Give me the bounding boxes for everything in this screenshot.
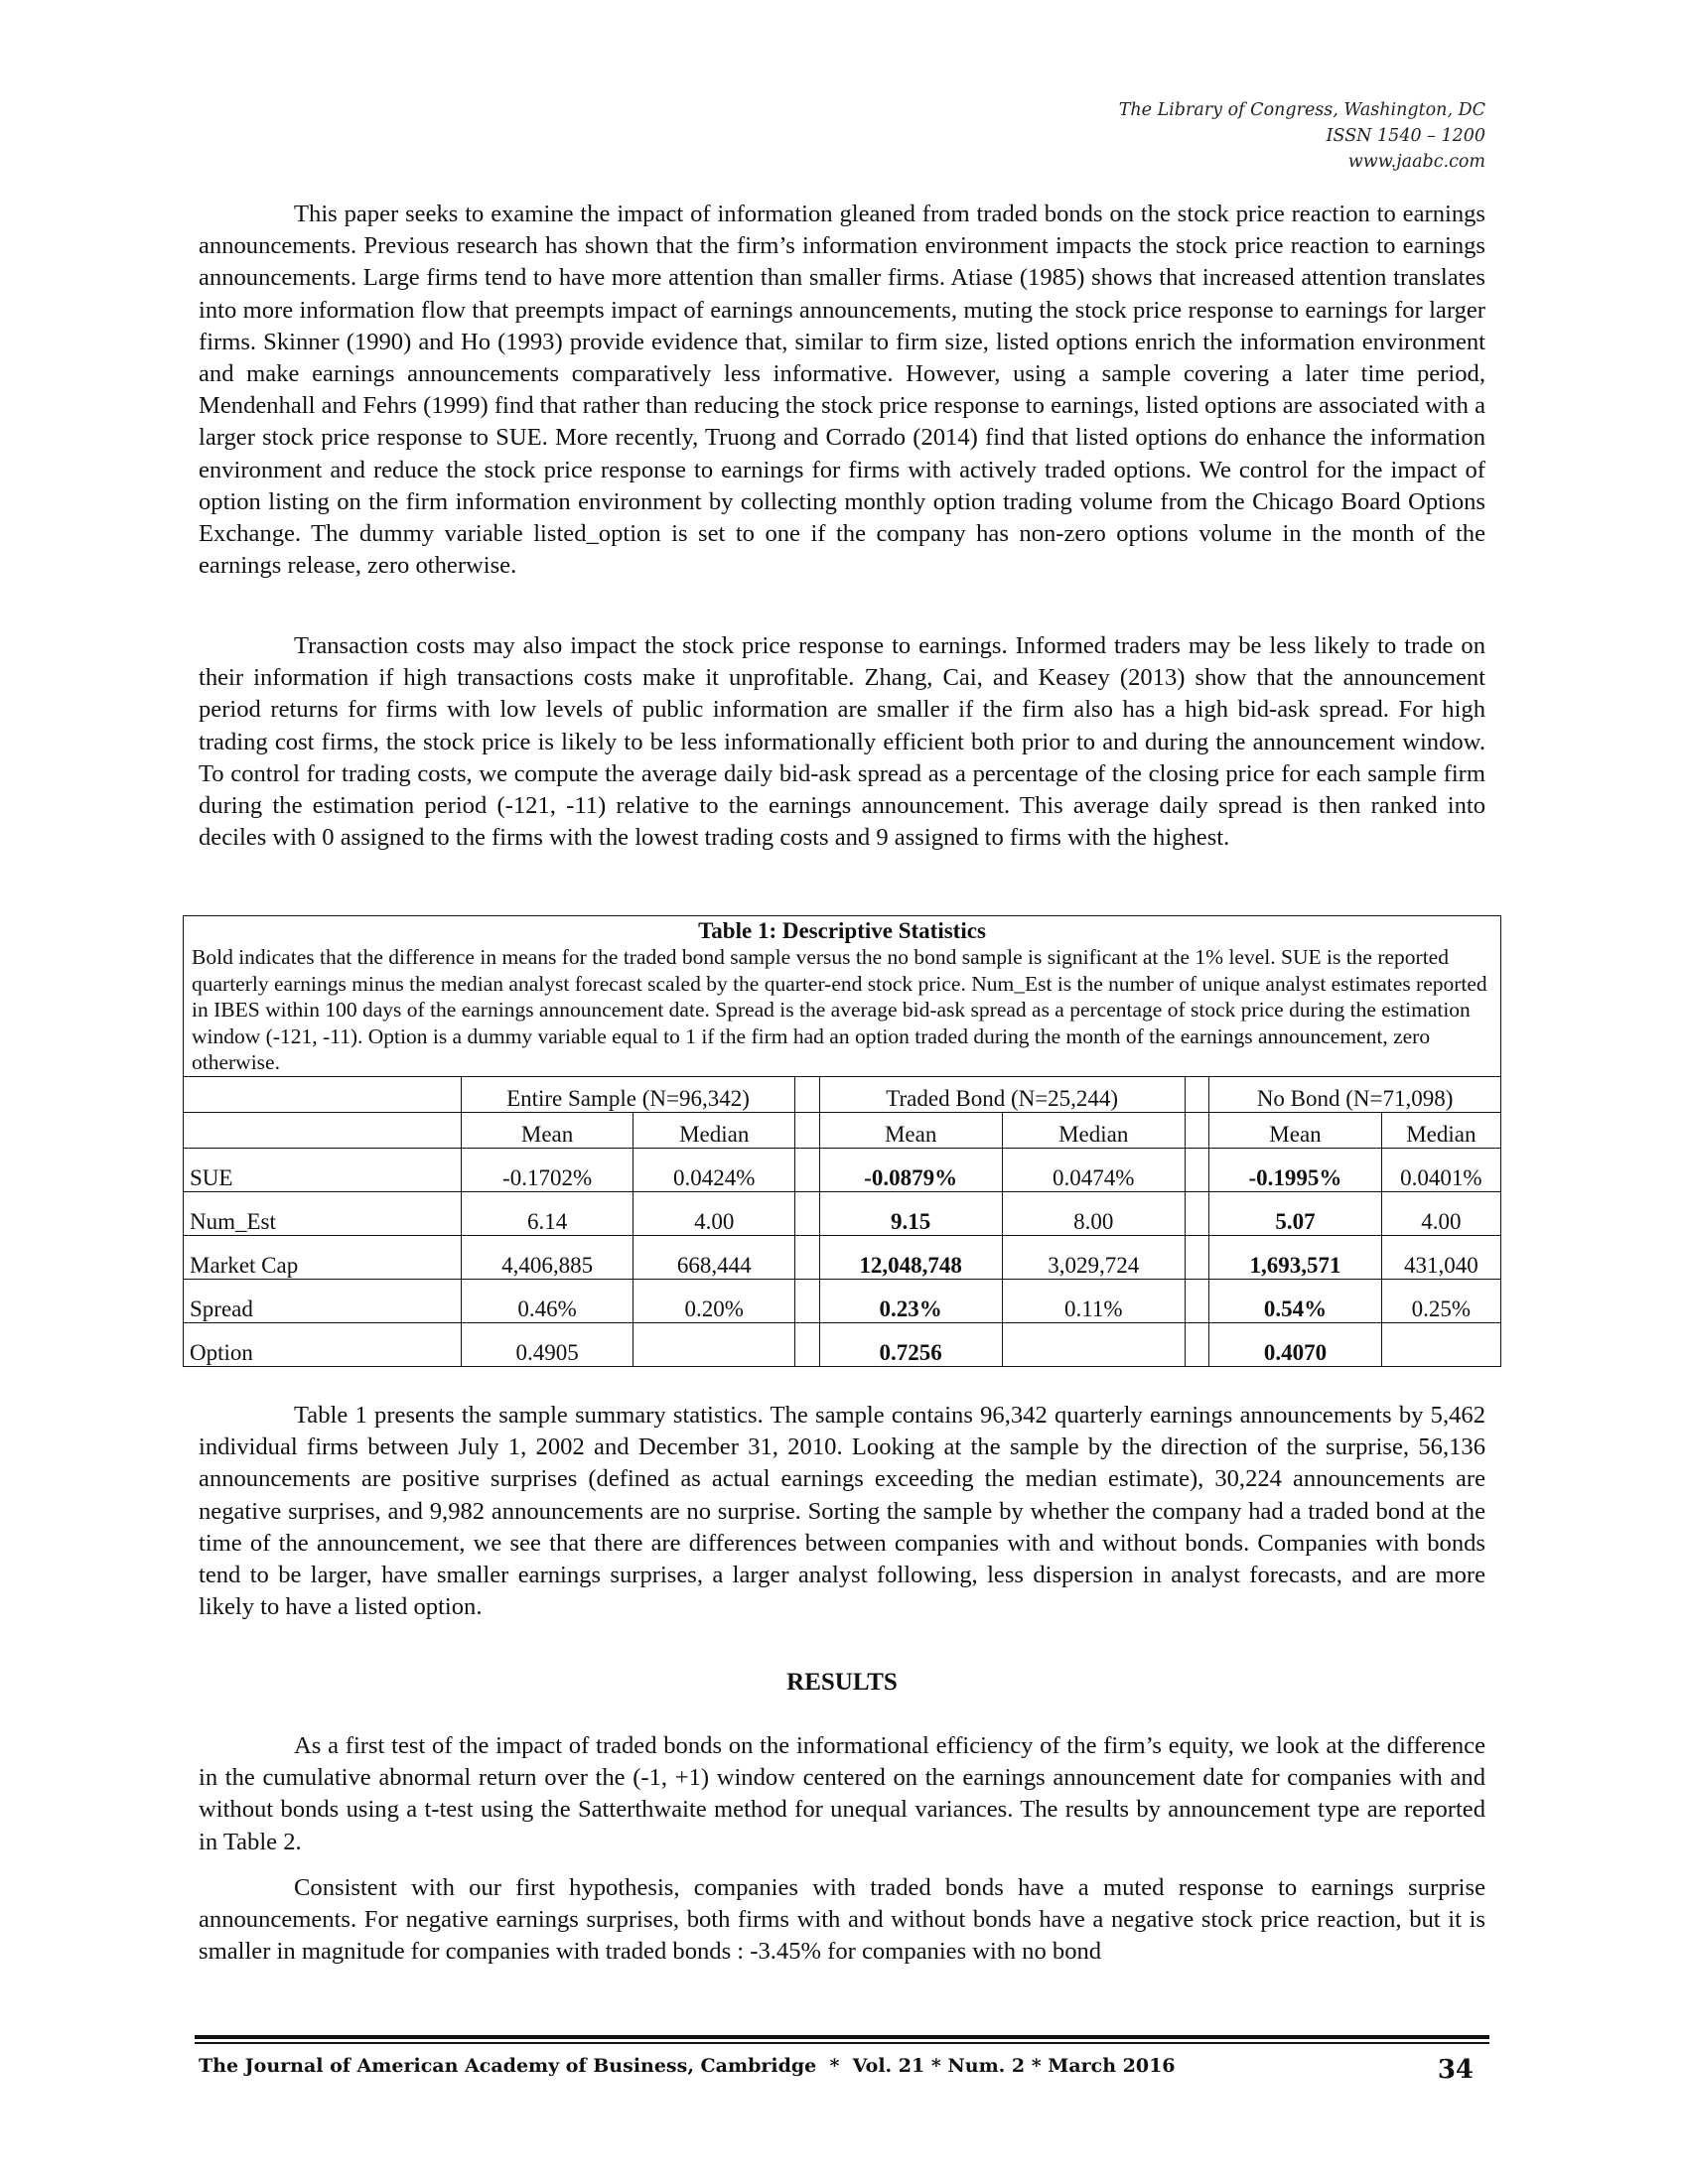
row-label: Spread	[184, 1279, 462, 1322]
body-paragraph: Consistent with our first hypothesis, companies with traded bonds have a muted response to earnings surprise announcements. For negative earnings surprises, both firms with and without bonds have a negative stock price reaction, but it is smaller in magnitude for companies with traded bonds : -3.45% for companies with no bond	[199, 1874, 1485, 1966]
subheader-cell: Median	[1002, 1112, 1185, 1148]
table-cell: -0.1995%	[1209, 1148, 1381, 1191]
table-cell	[1002, 1322, 1185, 1366]
table-cell: 4.00	[1381, 1191, 1500, 1235]
table-cell: 8.00	[1002, 1191, 1185, 1235]
running-header	[1119, 97, 1485, 175]
table-cell: 431,040	[1381, 1235, 1500, 1279]
table-cell: 4.00	[633, 1191, 795, 1235]
table-group-header-row	[184, 1076, 1501, 1112]
table-cell: 0.0474%	[1002, 1148, 1185, 1191]
table-cell: 0.23%	[819, 1279, 1002, 1322]
table-subheader-row	[184, 1112, 1501, 1148]
row-label: Option	[184, 1322, 462, 1366]
body-paragraph: As a first test of the impact of traded bonds on the informational efficiency of the firm’s equity, we look at the difference in the cumulative abnormal return over the (-1, +1) window centered on the earnings announcement date for companies with and without bonds using a t-test using the Satterthwaite method for unequal variances. The results by announcement type are reported in Table 2.	[199, 1732, 1485, 1855]
table-caption-row	[184, 916, 1501, 1077]
table-cell: 4,406,885	[461, 1235, 633, 1279]
table-cell: 9.15	[819, 1191, 1002, 1235]
page-footer	[199, 2055, 1479, 2085]
table-cell: 0.54%	[1209, 1279, 1381, 1322]
subheader-cell: Median	[633, 1112, 795, 1148]
header-line-website: www.jaabc.com	[1347, 152, 1485, 172]
body-paragraph: This paper seeks to examine the impact of information gleaned from traded bonds on the stock price reaction to earnings announcements. Previous research has shown that the firm’s information environment impacts the stock price reaction to earnings announcements. Large firms tend to have more attention than smaller firms. Atiase (1985) shows that increased attention translates into more information flow that preempts impact of earnings announcements, muting the stock price response to earnings for larger firms. Skinner (1990) and Ho (1993) provide evidence that, similar to firm size, listed options enrich the information environment and make earnings announcements comparatively less informative. However, using a sample covering a later time period, Mendenhall and Fehrs (1999) find that rather than reducing the stock price response to earnings, listed options are associated with a larger stock price response to SUE. More recently, Truong and Corrado (2014) find that listed options do enhance the information environment and reduce the stock price response to earnings for firms with actively traded options. We control for the impact of option listing on the firm information environment by collecting monthly option trading volume from the Chicago Board Options Exchange. The dummy variable listed_option is set to one if the company has non-zero options volume in the month of the earnings release, zero otherwise.	[199, 201, 1485, 580]
header-line-issn: ISSN 1540 – 1200	[1326, 126, 1485, 146]
table-cell: 5.07	[1209, 1191, 1381, 1235]
paper-page	[190, 0, 1487, 2184]
group-header-traded-bond: Traded Bond (N=25,244)	[819, 1076, 1185, 1112]
table-cell: 0.11%	[1002, 1279, 1185, 1322]
footer-rule-thin	[195, 2042, 1489, 2044]
table-cell	[1381, 1322, 1500, 1366]
table-cell: 12,048,748	[819, 1235, 1002, 1279]
table-cell: 0.7256	[819, 1322, 1002, 1366]
table-cell	[633, 1322, 795, 1366]
table-row	[184, 1279, 1501, 1322]
table-row	[184, 1191, 1501, 1235]
body-paragraph: Table 1 presents the sample summary statistics. The sample contains 96,342 quarterly earnings announcements by 5,462 individual firms between July 1, 2002 and December 31, 2010. Looking at the sample by the direction of the surprise, 56,136 announcements are positive surprises (defined as actual earnings exceeding the median estimate), 30,224 announcements are negative surprises, and 9,982 announcements are no surprise. Sorting the sample by whether the company had a traded bond at the time of the announcement, we see that there are differences between companies with and without bonds. Companies with bonds tend to be larger, have smaller earnings surprises, a larger analyst following, less dispersion in analyst forecasts, and are more likely to have a listed option.	[199, 1402, 1485, 1621]
body-paragraph: Transaction costs may also impact the stock price response to earnings. Informed traders may be less likely to trade on their information if high transactions costs make it unprofitable. Zhang, Cai, and Keasey (2013) show that the announcement period returns for firms with low levels of public information are smaller if the firm also has a high bid-ask spread. For high trading cost firms, the stock price is likely to be less informationally efficient both prior to and during the announcement window. To control for trading costs, we compute the average daily bid-ask spread as a percentage of the closing price for each sample firm during the estimation period (-121, -11) relative to the earnings announcement. This average daily spread is then ranked into deciles with 0 assigned to the firms with the lowest trading costs and 9 assigned to firms with the highest.	[199, 632, 1485, 852]
table-cell: 0.0401%	[1381, 1148, 1500, 1191]
table-row	[184, 1322, 1501, 1366]
table-row	[184, 1235, 1501, 1279]
subheader-cell: Median	[1381, 1112, 1500, 1148]
subheader-cell: Mean	[819, 1112, 1002, 1148]
footer-rule-thick	[195, 2035, 1489, 2039]
table-cell: 668,444	[633, 1235, 795, 1279]
section-heading: RESULTS	[786, 1669, 898, 1696]
table-title: Table 1: Descriptive Statistics	[698, 918, 986, 943]
table-cell: 0.20%	[633, 1279, 795, 1322]
group-header-no-bond: No Bond (N=71,098)	[1209, 1076, 1501, 1112]
table-cell: 3,029,724	[1002, 1235, 1185, 1279]
table-note: Bold indicates that the difference in means for the traded bond sample versus the no bond sample is significant at the 1% level. SUE is the reported quarterly earnings minus the median analyst forecast scaled by the quarter-end stock price. Num_Est is the number of unique analyst estimates reported in IBES within 100 days of the earnings announcement date. Spread is the average bid-ask spread as a percentage of stock price during the estimation window (-121, -11). Option is a dummy variable equal to 1 if the firm had an option traded during the month of the earnings announcement, zero otherwise.	[192, 945, 1487, 1074]
row-label: Market Cap	[184, 1235, 462, 1279]
table-cell: 0.25%	[1381, 1279, 1500, 1322]
table-cell: 1,693,571	[1209, 1235, 1381, 1279]
table-cell: 0.0424%	[633, 1148, 795, 1191]
table-cell: -0.1702%	[461, 1148, 633, 1191]
row-label: Num_Est	[184, 1191, 462, 1235]
group-header-entire-sample: Entire Sample (N=96,342)	[461, 1076, 794, 1112]
table-row	[184, 1148, 1501, 1191]
subheader-cell: Mean	[461, 1112, 633, 1148]
table-cell: 6.14	[461, 1191, 633, 1235]
table-cell: -0.0879%	[819, 1148, 1002, 1191]
subheader-cell: Mean	[1209, 1112, 1381, 1148]
page-number: 34	[1437, 2055, 1474, 2085]
table-cell: 0.4070	[1209, 1322, 1381, 1366]
row-label: SUE	[184, 1148, 462, 1191]
table-cell: 0.4905	[461, 1322, 633, 1366]
footer-journal-info: The Journal of American Academy of Business, Cambridge * Vol. 21 * Num. 2 * March 2016	[199, 2055, 1176, 2077]
header-line-publisher: The Library of Congress, Washington, DC	[1118, 100, 1485, 120]
descriptive-statistics-table	[183, 915, 1501, 1367]
table-cell: 0.46%	[461, 1279, 633, 1322]
